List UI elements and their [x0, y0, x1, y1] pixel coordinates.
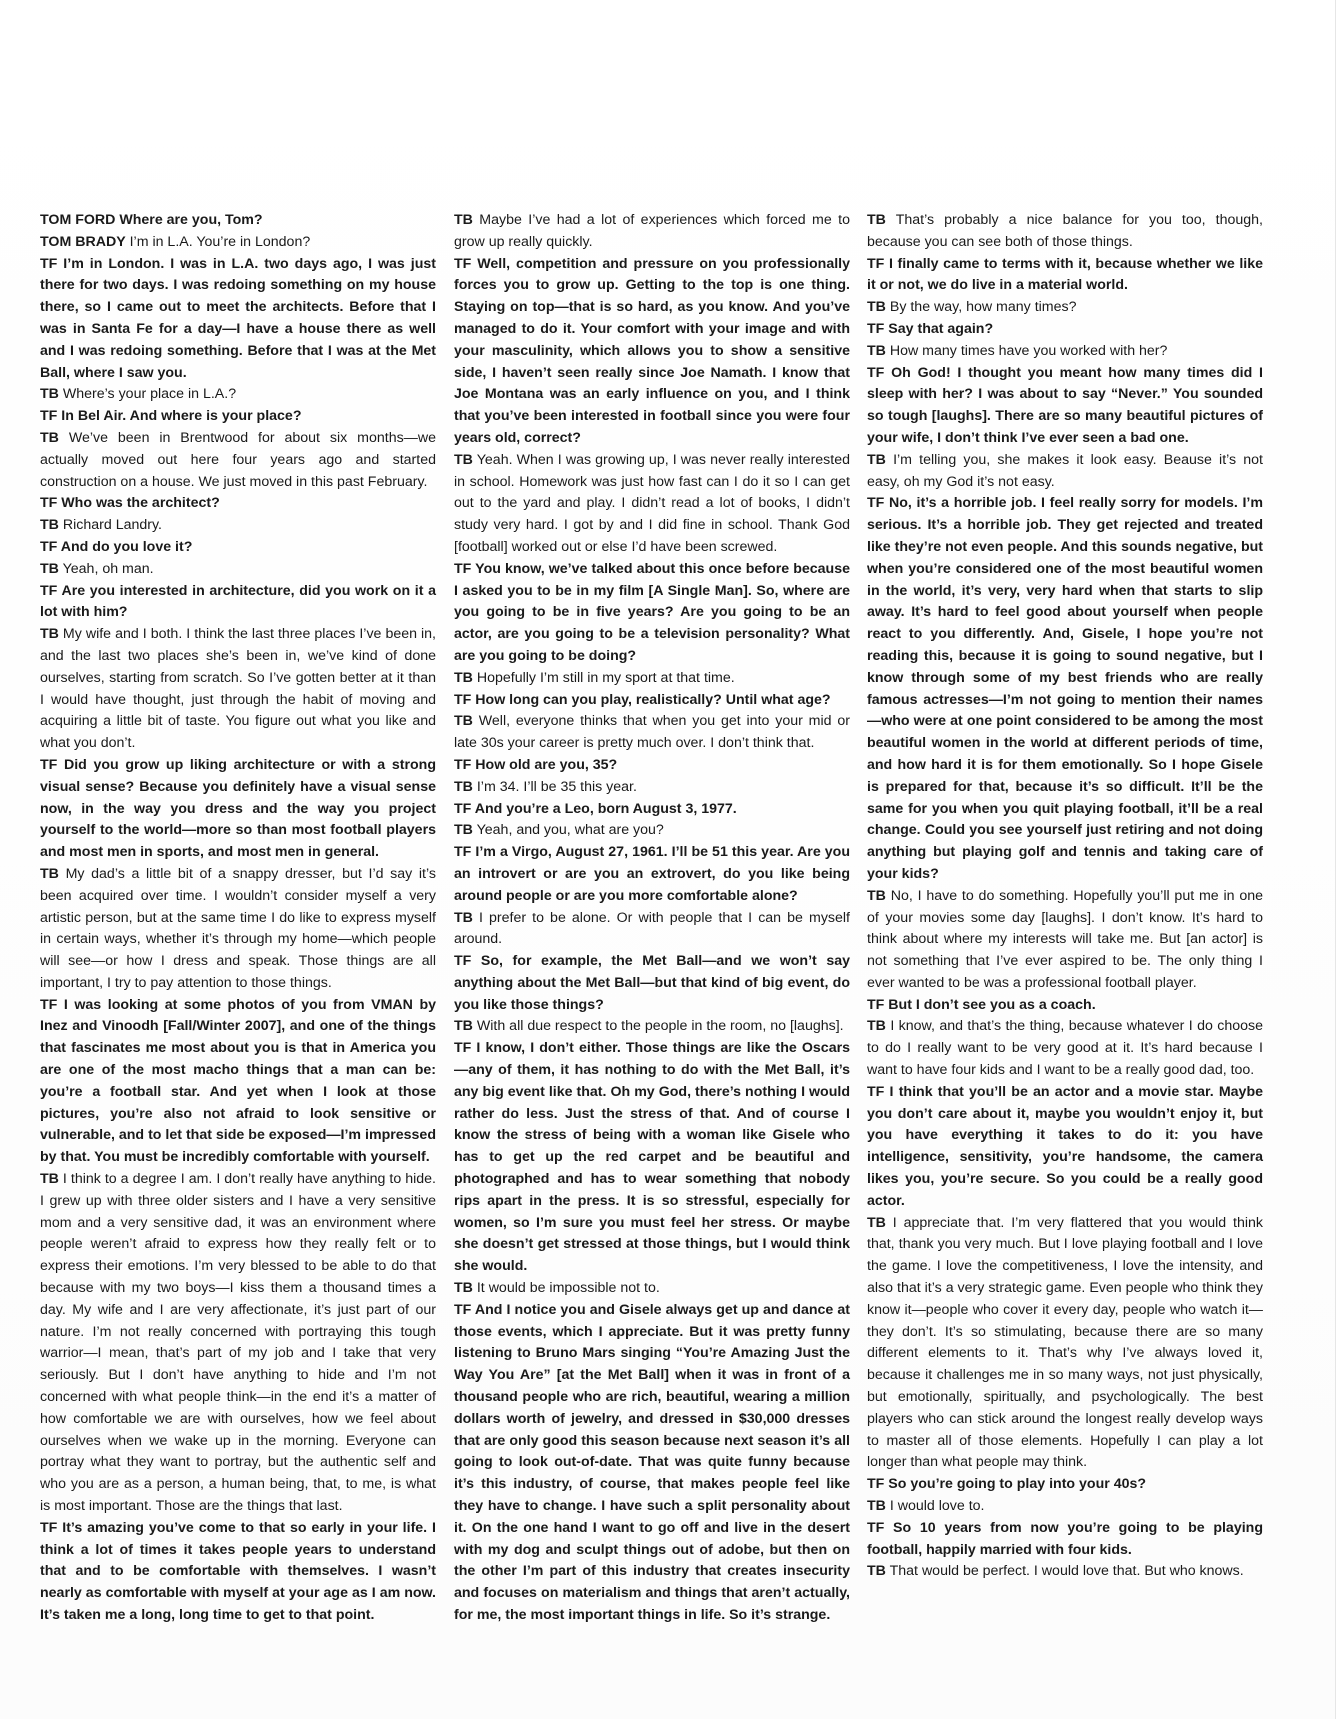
speaker-label: TB: [40, 386, 59, 403]
speaker-label: TB: [40, 517, 59, 534]
interview-paragraph: [40, 406, 436, 428]
speaker-label: TB: [867, 1018, 886, 1035]
interview-paragraph: [40, 1169, 436, 1518]
interview-paragraph: [454, 690, 850, 712]
paragraph-text: Richard Landry.: [58, 517, 162, 534]
speaker-label: TB: [40, 429, 59, 446]
interview-paragraph: [454, 799, 850, 821]
speaker-label: TF: [40, 996, 58, 1013]
paragraph-text: So, for example, the Met Ball—and we won’t say anything about the Met Ball—but that kind of big event, do you like those things?: [454, 953, 850, 1013]
text-column-3: [867, 210, 1263, 1583]
speaker-label: TF: [40, 756, 58, 773]
interview-paragraph: [454, 1038, 850, 1278]
speaker-label: TB: [454, 778, 473, 795]
paragraph-text: I’m in L.A. You’re in London?: [125, 233, 311, 250]
paragraph-text: I would love to.: [885, 1498, 985, 1515]
speaker-label: TF: [454, 800, 472, 817]
speaker-label: TB: [867, 1498, 886, 1515]
interview-paragraph: [40, 559, 436, 581]
paragraph-text: And you’re a Leo, born August 3, 1977.: [471, 800, 737, 817]
paragraph-text: I’m 34. I’ll be 35 this year.: [472, 778, 637, 795]
paragraph-text: I appreciate that. I’m very flattered that you would think that, thank you very much. But I love playing football and I love the game. I love the competitiveness, I love the intensity, and also that it’s a very strategic game. Even people who think they know it—people who cover it every day, people who watch it—they don’t. It’s so stimulating, because there are so many different elements to it. That’s why I’ve always loved it, because it challenges me in so many ways, not just physically, but emotionally, spiritually, and psychologically. The best players who can stick around the longest really develop ways to master all of those elements. Hopefully I can play a lot longer than what people may think.: [867, 1214, 1263, 1471]
interview-paragraph: [40, 232, 436, 254]
speaker-label: TB: [867, 451, 886, 468]
interview-paragraph: [867, 886, 1263, 995]
speaker-label: TF: [867, 996, 885, 1013]
paragraph-text: Yeah, and you, what are you?: [472, 822, 664, 839]
interview-paragraph: [40, 581, 436, 625]
paragraph-text: I prefer to be alone. Or with people that I can be myself around.: [454, 909, 850, 948]
interview-paragraph: [454, 820, 850, 842]
text-column-1: [40, 210, 436, 1627]
paragraph-text: I’m in London. I was in L.A. two days ago, I was just there for two days. I was redoing something on my house there, so I came out to meet the architects. Before that I was in Santa Fe for a day—I have a house there as well and I was redoing something. Before that I was at the Met Ball, where I saw you.: [40, 255, 436, 381]
interview-paragraph: [454, 559, 850, 668]
paragraph-text: It’s amazing you’ve come to that so early in your life. I think a lot of times it takes people years to understand that and to be comfortable with themselves. I wasn’t nearly as comfortable with myself at your age as I am now. It’s taken me a long, long time to get to that point.: [40, 1519, 436, 1623]
interview-paragraph: [40, 384, 436, 406]
interview-paragraph: [40, 210, 436, 232]
interview-paragraph: [867, 1213, 1263, 1475]
paragraph-text: I was looking at some photos of you from VMAN by Inez and Vinoodh [Fall/Winter 2007], and one of the things that fascinates me most about you is that in America you are one of the most macho things that a man can be: you’re a football star. And yet when I look at those pictures, you’re also not afraid to look sensitive or vulnerable, and to let that side be exposed—I’m impressed by that. You must be incredibly comfortable with yourself.: [40, 996, 436, 1166]
speaker-label: TB: [454, 1280, 473, 1297]
paragraph-text: I think to a degree I am. I don’t really have anything to hide. I grew up with three older sisters and I have a very sensitive mom and a very sensitive dad, it was an environment where people weren’t afraid to express how they really felt or to express their emotions. I’m very blessed to be able to do that because with my two boys—I kiss them a thousand times a day. My wife and I are very affectionate, it’s just part of our nature. I’m not really concerned with portraying this tough warrior—I mean, that’s part of my job and I take that very seriously. But I don’t have anything to hide and I’m not concerned with what people think—in the end it’s a matter of how comfortable we are with ourselves, how we feel about ourselves when we wake up in the morning. Everyone can portray what they want to portray, but the authentic self and who you are as a person, a human being, that, to me, is what is most important. Those are the things that last.: [40, 1171, 436, 1515]
speaker-label: TF: [454, 560, 472, 577]
paragraph-text: You know, we’ve talked about this once before because I asked you to be in my film [A Single Man]. So, where are you going to be in five years? Are you going to be an actor, are you going to be a television personality? What are you going to be doing?: [454, 560, 850, 664]
interview-paragraph: [40, 428, 436, 493]
interview-paragraph: [40, 537, 436, 559]
paragraph-text: And I notice you and Gisele always get up and dance at those events, which I appreciate. But it was pretty funny listening to Bruno Mars singing “You’re Amazing Just the Way You Are” [at the Met Ball] when it was in front of a thousand people who are rich, beautiful, wearing a million dollars worth of jewelry, and dressed in $30,000 dresses that are only good this season because next season it’s all going to look out-of-date. That was quite funny because it’s this industry, of course, that makes people feel like they have to change. I have such a split personality about it. On the one hand I want to go off and live in the desert with my dog and sculpt things out of adobe, but then on the other I’m part of this industry that creates insecurity and focuses on materialism and things that aren’t actually, for me, the most important things in life. So it’s strange.: [454, 1301, 850, 1623]
speaker-label: TB: [40, 560, 59, 577]
paragraph-text: I know, and that’s the thing, because whatever I do choose to do I really want to be very good at it. It’s hard because I want to have four kids and I want to be a really good dad, too.: [867, 1018, 1263, 1079]
interview-paragraph: [454, 755, 850, 777]
speaker-label: TF: [40, 1519, 58, 1536]
interview-paragraph: [867, 493, 1263, 885]
speaker-label: TF: [867, 495, 885, 512]
speaker-label: TB: [454, 1018, 473, 1035]
speaker-label: TB: [454, 713, 473, 730]
paragraph-text: I think that you’ll be an actor and a movie star. Maybe you don’t care about it, maybe you wouldn’t enjoy it, but you have everything it takes to do it: you have intelligence, sensitivity, you’re handsome, the camera likes you, you’re secure. So you could be a really good actor.: [867, 1083, 1263, 1209]
speaker-label: TF: [454, 844, 472, 861]
interview-paragraph: [454, 1016, 850, 1038]
paragraph-text: We’ve been in Brentwood for about six months—we actually moved out here four years ago and started construction on a house. We just moved in this past February.: [40, 429, 436, 490]
paragraph-text: Yeah, oh man.: [58, 560, 154, 577]
text-column-2: [454, 210, 850, 1627]
speaker-label: TOM FORD: [40, 212, 116, 228]
paragraph-text: In Bel Air. And where is your place?: [57, 408, 302, 425]
paragraph-text: I finally came to terms with it, because whether we like it or not, we do live in a material world.: [867, 255, 1263, 294]
paragraph-text: How old are you, 35?: [471, 756, 618, 773]
interview-paragraph: [454, 711, 850, 755]
speaker-label: TB: [867, 212, 886, 228]
paragraph-text: I’m a Virgo, August 27, 1961. I’ll be 51 this year. Are you an introvert or are you an extrovert, do you like being around people or are you more comfortable alone?: [454, 844, 850, 904]
interview-paragraph: [40, 755, 436, 864]
paragraph-text: I’m telling you, she makes it look easy. Beause it’s not easy, oh my God it’s not easy.: [867, 451, 1263, 490]
paragraph-text: Did you grow up liking architecture or with a strong visual sense? Because you definitely have a visual sense now, in the way you dress and the way you project yourself to the world—more so than most football players and most men in sports, and most men in general.: [40, 756, 436, 861]
paragraph-text: And do you love it?: [57, 538, 193, 555]
interview-paragraph: [40, 254, 436, 385]
paragraph-text: How many times have you worked with her?: [885, 342, 1168, 359]
paragraph-text: No, it’s a horrible job. I feel really sorry for models. I’m serious. It’s a horrible job. They get rejected and treated like they’re not even people. And this sounds negative, but when you’re considered one of the most beautiful women in the world, it’s very, very hard when that starts to slip away. It’s hard to feel good about yourself when people react to you differently. And, Gisele, I hope you’re not reading this, because it is going to sound negative, but I know through some of my best friends who are really famous actresses—I’m not going to mention their names—who were at one point considered to be among the most beautiful women in the world at different periods of time, and how hard it is for them emotionally. So I hope Gisele is prepared for that, because it’s so difficult. It’ll be the same for you when you quit playing football, it’ll be a real change. Could you see yourself just retiring and not doing anything but playing golf and tennis and taking care of your kids?: [867, 495, 1264, 882]
paragraph-text: It would be impossible not to.: [472, 1280, 660, 1297]
interview-paragraph: [40, 515, 436, 537]
paragraph-text: My wife and I both. I think the last three places I’ve been in, and the last two places she’s been in, we’ve kind of done ourselves, starting from scratch. So I’ve gotten better at it than I would have thought, just through the habit of moving and acquiring a little bit of taste. You figure out what you like and what you don’t.: [40, 626, 436, 752]
interview-paragraph: [867, 210, 1263, 254]
interview-paragraph: [454, 842, 850, 907]
interview-paragraph: [867, 1082, 1263, 1213]
paragraph-text: No, I have to do something. Hopefully you’ll put me in one of your movies some day [laughs]. I don’t know. It’s hard to think about where my interests will take me. But [an actor] is not something that I’ve ever aspired to be. The only thing I ever wanted to be was a professional football player.: [867, 887, 1263, 991]
speaker-label: TB: [454, 669, 473, 686]
speaker-label: TF: [40, 582, 58, 599]
interview-paragraph: [40, 1518, 436, 1627]
speaker-label: TF: [867, 1519, 885, 1536]
interview-paragraph: [40, 864, 436, 995]
speaker-label: TF: [867, 1083, 885, 1100]
paragraph-text: With all due respect to the people in the room, no [laughs].: [472, 1018, 844, 1035]
speaker-label: TB: [454, 822, 473, 839]
paragraph-text: So 10 years from now you’re going to be playing football, happily married with four kids.: [867, 1519, 1263, 1558]
speaker-label: TB: [454, 451, 473, 468]
interview-paragraph: [867, 1016, 1263, 1081]
interview-paragraph: [867, 341, 1263, 363]
interview-paragraph: [867, 1474, 1263, 1496]
paragraph-text: I know, I don’t either. Those things are like the Oscars—any of them, it has nothing to do with the Met Ball, it’s any big event like that. Oh my God, there’s nothing I would rather do less. Just the stress of that. And of course I know the stress of being with a woman like Gisele who has to get up the red carpet and be beautiful and photographed and has to wear something that nobody rips apart in the press. It is so stressful, especially for women, so I’m sure you must feel her stress. Or maybe she doesn’t get stressed at those things, but I would think she would.: [454, 1040, 850, 1275]
speaker-label: TB: [867, 887, 886, 904]
interview-paragraph: [867, 450, 1263, 494]
interview-paragraph: [454, 908, 850, 952]
speaker-label: TF: [40, 408, 58, 425]
speaker-label: TB: [454, 909, 473, 926]
paragraph-text: Say that again?: [884, 320, 994, 337]
interview-paragraph: [867, 1518, 1263, 1562]
speaker-label: TB: [867, 1563, 886, 1580]
interview-paragraph: [454, 777, 850, 799]
speaker-label: TOM BRADY: [40, 233, 126, 250]
paragraph-text: Maybe I’ve had a lot of experiences which forced me to grow up really quickly.: [454, 212, 850, 250]
speaker-label: TF: [454, 756, 472, 773]
interview-paragraph: [454, 1278, 850, 1300]
interview-paragraph: [867, 1496, 1263, 1518]
speaker-label: TB: [867, 299, 886, 316]
speaker-label: TB: [40, 865, 59, 882]
interview-paragraph: [454, 210, 850, 254]
speaker-label: TF: [454, 953, 472, 970]
paragraph-text: Are you interested in architecture, did you work on it a lot with him?: [40, 582, 436, 621]
speaker-label: TF: [454, 1040, 472, 1057]
paragraph-text: So you’re going to play into your 40s?: [884, 1476, 1147, 1493]
paragraph-text: Hopefully I’m still in my sport at that time.: [472, 669, 735, 686]
speaker-label: TB: [867, 1214, 886, 1231]
interview-paragraph: [867, 995, 1263, 1017]
speaker-label: TB: [454, 212, 473, 228]
interview-paragraph: [867, 319, 1263, 341]
paragraph-text: That’s probably a nice balance for you too, though, because you can see both of those things.: [867, 212, 1263, 250]
interview-paragraph: [454, 951, 850, 1016]
interview-paragraph: [867, 254, 1263, 298]
paragraph-text: Where’s your place in L.A.?: [58, 386, 237, 403]
paragraph-text: By the way, how many times?: [885, 299, 1077, 316]
interview-paragraph: [454, 254, 850, 450]
paragraph-text: But I don’t see you as a coach.: [884, 996, 1096, 1013]
interview-paragraph: [40, 995, 436, 1169]
speaker-label: TF: [40, 538, 58, 555]
interview-paragraph: [454, 1300, 850, 1627]
paragraph-text: Who was the architect?: [57, 495, 220, 512]
interview-paragraph: [40, 493, 436, 515]
interview-paragraph: [867, 363, 1263, 450]
paragraph-text: How long can you play, realistically? Until what age?: [471, 691, 831, 708]
paragraph-text: Where are you, Tom?: [115, 212, 263, 228]
speaker-label: TF: [40, 495, 58, 512]
paragraph-text: Oh God! I thought you meant how many times did I sleep with her? I was about to say “Never.” You sounded so tough [laughs]. There are so many beautiful pictures of your wife, I don’t think I’ve ever seen a bad one.: [867, 364, 1263, 446]
interview-paragraph: [454, 450, 850, 559]
speaker-label: TF: [867, 255, 885, 272]
speaker-label: TF: [40, 255, 58, 272]
interview-paragraph: [454, 668, 850, 690]
speaker-label: TF: [454, 255, 472, 272]
speaker-label: TF: [454, 691, 472, 708]
interview-paragraph: [867, 1561, 1263, 1583]
paragraph-text: Well, everyone thinks that when you get into your mid or late 30s your career is pretty much over. I don’t think that.: [454, 713, 850, 752]
paragraph-text: Well, competition and pressure on you professionally forces you to grow up. Getting to the top is one thing. Staying on top—that is so hard, as you know. And you’ve managed to do it. Your comfort with your image and with your masculinity, which allows you to show a sensitive side, I haven’t seen really since Joe Namath. I know that Joe Montana was an early influence on you, and I think that you’ve been interested in football since you were four years old, correct?: [454, 255, 850, 446]
interview-paragraph: [867, 297, 1263, 319]
speaker-label: TF: [454, 1301, 472, 1318]
interview-paragraph: [40, 624, 436, 755]
speaker-label: TB: [40, 626, 59, 643]
speaker-label: TB: [867, 342, 886, 359]
speaker-label: TB: [40, 1171, 59, 1188]
paragraph-text: That would be perfect. I would love that. But who knows.: [885, 1563, 1244, 1580]
speaker-label: TF: [867, 364, 885, 381]
speaker-label: TF: [867, 1476, 885, 1493]
paragraph-text: Yeah. When I was growing up, I was never really interested in school. Homework was just how fast can I do it so I can get out to the yard and play. I didn’t read a lot of books, I didn’t study very hard. I got by and I did fine in school. Thank God [football] worked out or else I’d have been screwed.: [454, 451, 850, 555]
speaker-label: TF: [867, 320, 885, 337]
paragraph-text: My dad’s a little bit of a snappy dresser, but I’d say it’s been acquired over time. I wouldn’t consider myself a very artistic person, but at the same time I do like to express myself in certain ways, whether it’s through my home—which people will see—or how I dress and speak. Those things are all important, I try to pay attention to those things.: [40, 865, 436, 991]
